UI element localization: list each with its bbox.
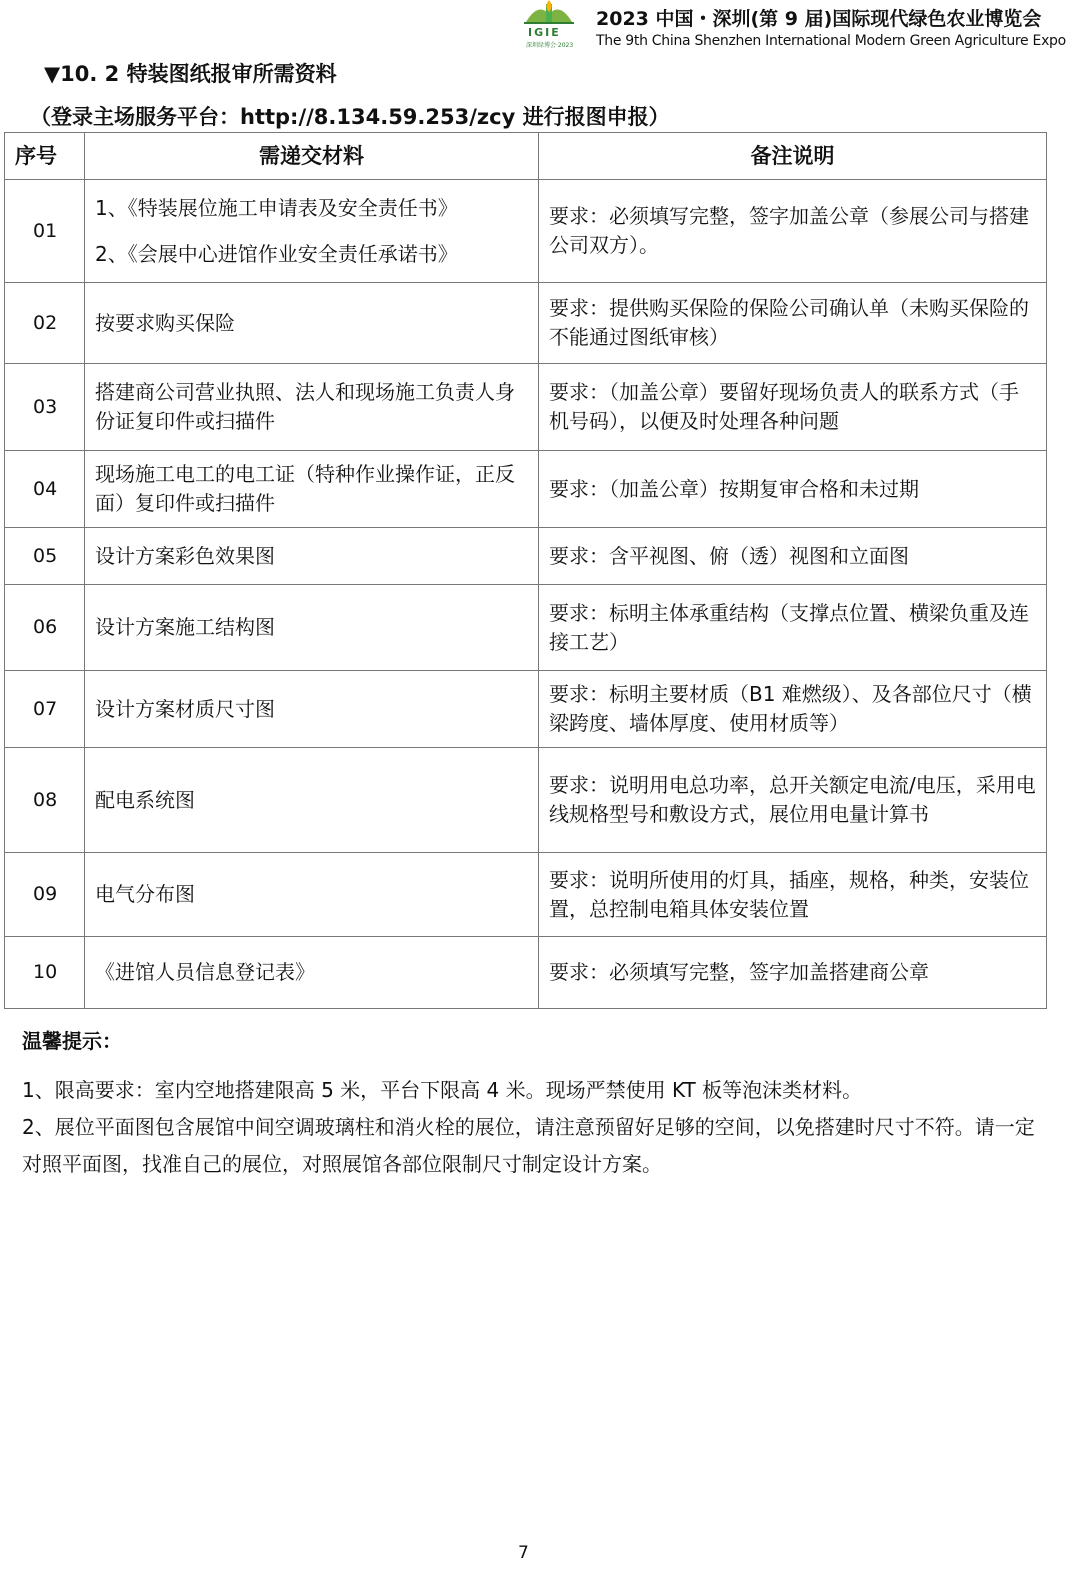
table-header-row <box>5 133 1047 180</box>
table-row <box>5 528 1047 585</box>
table-row <box>5 585 1047 671</box>
material-line: 1、《特装展位施工申请表及安全责任书》 <box>95 196 458 220</box>
tip-item: 2、展位平面图包含展馆中间空调玻璃柱和消火栓的展位，请注意预留好足够的空间，以免搭建时尺寸不符。请一定对照平面图，找准自己的展位，对照展馆各部位限制尺寸制定设计方案。 <box>22 1115 1035 1176</box>
tips-title: 温馨提示： <box>22 1029 122 1053</box>
row-materials: 《进馆人员信息登记表》 <box>85 937 539 1009</box>
page-number: 7 <box>518 1543 529 1563</box>
section-title: ▼10. 2 特装图纸报审所需资料 <box>44 62 337 86</box>
row-materials: 电气分布图 <box>85 853 539 937</box>
header-title-cn: 2023 中国・深圳(第 9 届)国际现代绿色农业博览会 <box>596 8 1042 30</box>
header-notes: 备注说明 <box>539 133 1047 180</box>
row-materials: 按要求购买保险 <box>85 283 539 364</box>
row-number: 02 <box>5 283 85 364</box>
material-line: 2、《会展中心进馆作业安全责任承诺书》 <box>95 242 458 266</box>
logo-subtext: 深圳绿博会·2023 <box>526 42 574 49</box>
row-note: 要求：标明主要材质（B1 难燃级）、及各部位尺寸（横梁跨度、墙体厚度、使用材质等） <box>539 671 1047 748</box>
table-row <box>5 180 1047 283</box>
row-note: 要求：说明用电总功率，总开关额定电流/电压，采用电线规格型号和敷设方式，展位用电量计算书 <box>539 748 1047 853</box>
table-row <box>5 937 1047 1009</box>
row-number: 04 <box>5 451 85 528</box>
section-subtitle: （登录主场服务平台：http://8.134.59.253/zcy 进行报图申报） <box>30 105 670 129</box>
requirements-table <box>4 132 1047 1009</box>
row-number: 05 <box>5 528 85 585</box>
row-number: 01 <box>5 180 85 283</box>
row-materials: 设计方案施工结构图 <box>85 585 539 671</box>
table-row <box>5 283 1047 364</box>
header-number: 序号 <box>5 133 85 180</box>
table-row <box>5 451 1047 528</box>
table-row <box>5 748 1047 853</box>
row-number: 09 <box>5 853 85 937</box>
header-title-en: The 9th China Shenzhen International Modern Green Agriculture Expo <box>596 33 1066 49</box>
row-note: 要求：（加盖公章）按期复审合格和未过期 <box>539 451 1047 528</box>
row-materials: 现场施工电工的电工证（特种作业操作证，正反面）复印件或扫描件 <box>85 451 539 528</box>
row-number: 10 <box>5 937 85 1009</box>
row-note: 要求：含平视图、俯（透）视图和立面图 <box>539 528 1047 585</box>
tip-item: 1、限高要求：室内空地搭建限高 5 米，平台下限高 4 米。现场严禁使用 KT 板等泡沫类材料。 <box>22 1078 863 1102</box>
header-materials: 需递交材料 <box>85 133 539 180</box>
row-number: 06 <box>5 585 85 671</box>
table-row <box>5 671 1047 748</box>
row-materials: 设计方案彩色效果图 <box>85 528 539 585</box>
row-note: 要求：说明所使用的灯具，插座，规格，种类，安装位置，总控制电箱具体安装位置 <box>539 853 1047 937</box>
table-row <box>5 364 1047 451</box>
row-materials <box>85 180 539 283</box>
row-number: 03 <box>5 364 85 451</box>
row-number: 08 <box>5 748 85 853</box>
row-note: 要求：标明主体承重结构（支撑点位置、横梁负重及连接工艺） <box>539 585 1047 671</box>
row-number: 07 <box>5 671 85 748</box>
table-row <box>5 853 1047 937</box>
row-materials: 设计方案材质尺寸图 <box>85 671 539 748</box>
row-materials: 配电系统图 <box>85 748 539 853</box>
logo-text: IGIE <box>528 26 561 39</box>
row-note: 要求：必须填写完整，签字加盖搭建商公章 <box>539 937 1047 1009</box>
row-note: 要求：（加盖公章）要留好现场负责人的联系方式（手机号码），以便及时处理各种问题 <box>539 364 1047 451</box>
row-materials: 搭建商公司营业执照、法人和现场施工负责人身份证复印件或扫描件 <box>85 364 539 451</box>
row-note: 要求：必须填写完整，签字加盖公章（参展公司与搭建公司双方）。 <box>539 180 1047 283</box>
row-note: 要求：提供购买保险的保险公司确认单（未购买保险的不能通过图纸审核） <box>539 283 1047 364</box>
